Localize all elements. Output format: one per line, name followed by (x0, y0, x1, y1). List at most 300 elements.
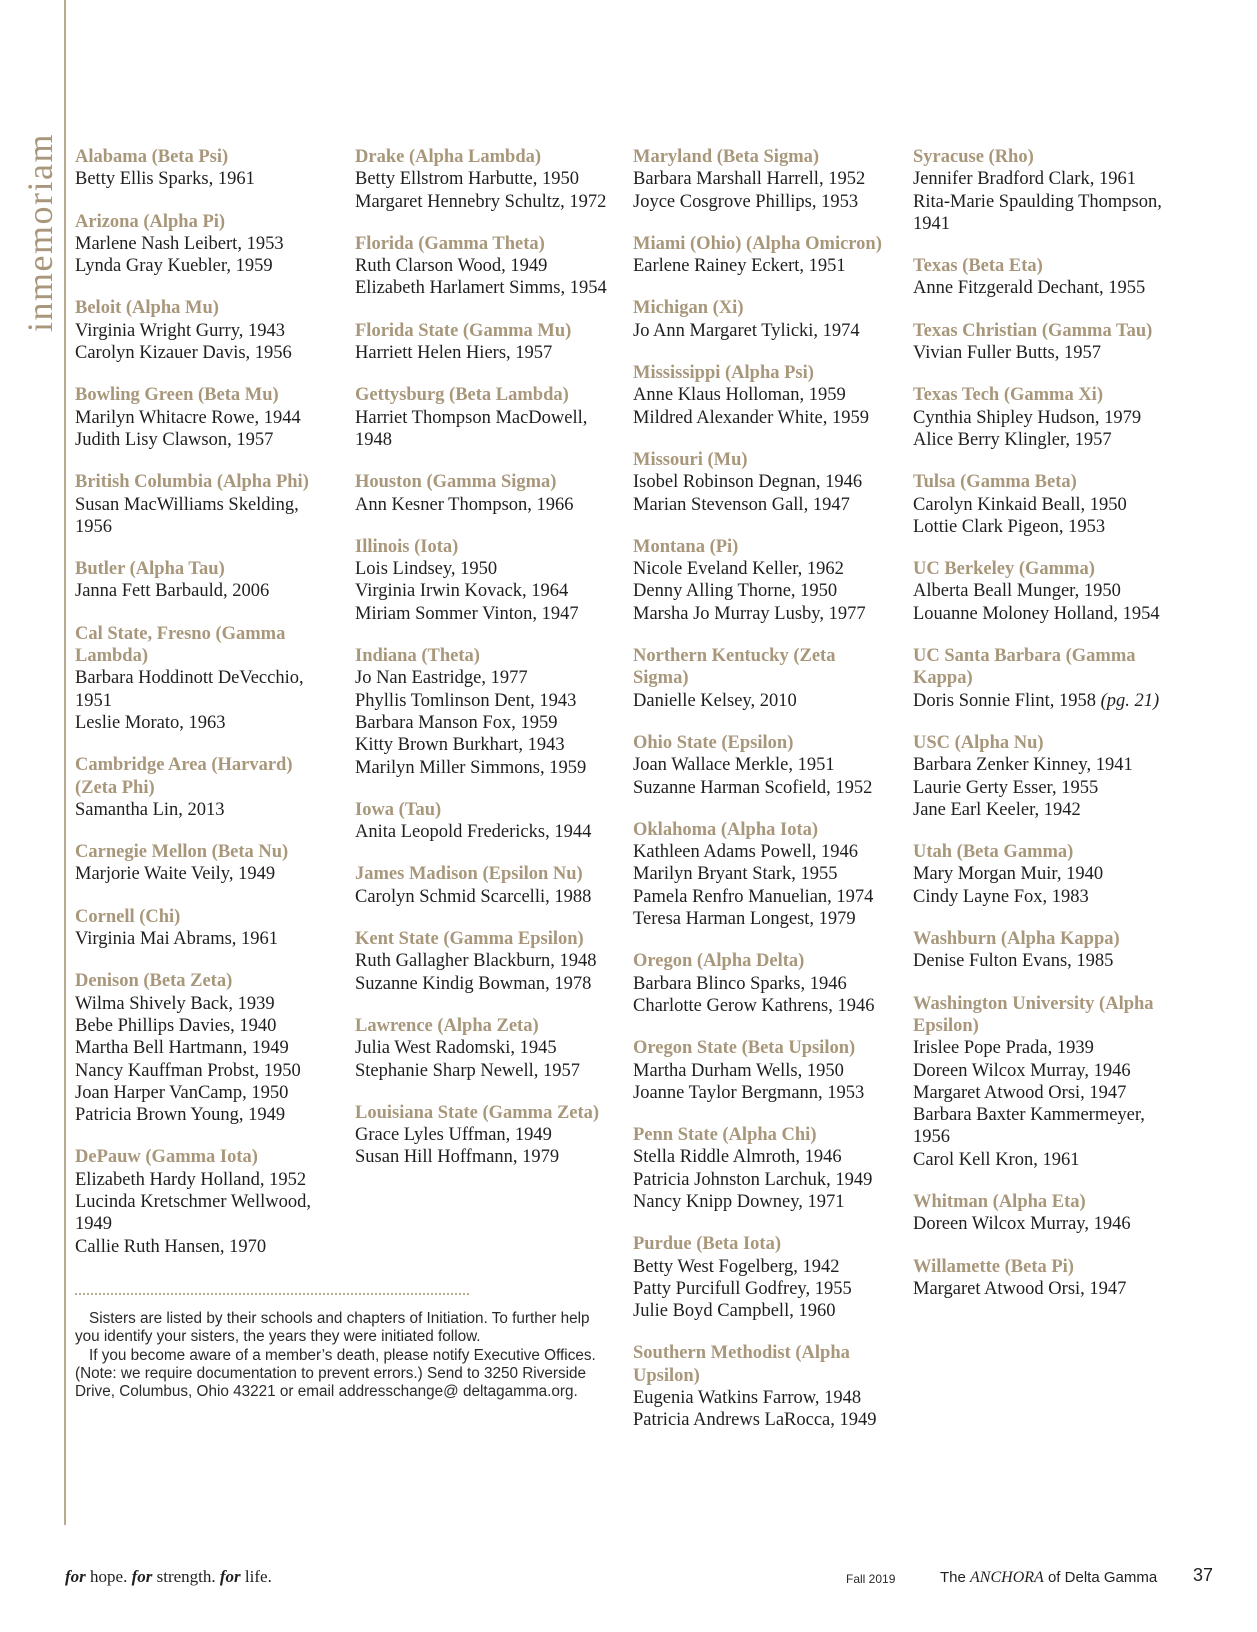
chapter-entry (633, 233, 895, 278)
notice-box (75, 1310, 605, 1401)
chapter-name: Washburn (Alpha Kappa) (913, 929, 1120, 950)
member-name (913, 407, 1175, 429)
member-text: Joan Harper VanCamp, 1950 (75, 1082, 289, 1103)
member-name (75, 320, 337, 342)
member-name (355, 734, 617, 756)
member-name (913, 1060, 1175, 1082)
chapter-name: Denison (Beta Zeta) (75, 971, 233, 992)
chapter-entry (913, 1191, 1175, 1236)
chapter-entry (913, 993, 1175, 1171)
chapter-name: Bowling Green (Beta Mu) (75, 385, 279, 406)
chapter-name: Carnegie Mellon (Beta Nu) (75, 842, 289, 863)
chapter-entry (633, 1037, 895, 1104)
chapter-name: Florida State (Gamma Mu) (355, 320, 572, 341)
chapter-entry (75, 297, 337, 364)
chapter-name: UC Santa Barbara (Gamma Kappa) (913, 646, 1136, 689)
chapter-name: Gettysburg (Beta Lambda) (355, 385, 569, 406)
chapter-name: Kent State (Gamma Epsilon) (355, 929, 584, 950)
member-text: Vivian Fuller Butts, 1957 (913, 343, 1101, 364)
member-name (913, 580, 1175, 602)
chapter-entry (75, 841, 337, 886)
chapter-name: Cambridge Area (Harvard) (Zeta Phi) (75, 755, 293, 798)
member-text: Judith Lisy Clawson, 1957 (75, 429, 274, 450)
chapter-entry (355, 471, 617, 516)
chapter-entry (633, 1124, 895, 1213)
chapter-name: Purdue (Beta Iota) (633, 1234, 781, 1255)
member-text: Suzanne Harman Scofield, 1952 (633, 777, 873, 798)
member-text: Elizabeth Harlamert Simms, 1954 (355, 278, 607, 299)
member-text: Grace Lyles Uffman, 1949 (355, 1125, 552, 1146)
chapter-entry (633, 1342, 895, 1431)
magazine-prefix: The (940, 1569, 971, 1586)
chapter-name: Oregon State (Beta Upsilon) (633, 1038, 856, 1059)
member-text: Alberta Beall Munger, 1950 (913, 581, 1121, 602)
member-text: Lynda Gray Kuebler, 1959 (75, 256, 273, 277)
notice-paragraph: If you become aware of a member’s death, please notify Executive Offices. (Note: we require documentation to prevent errors.) Send to 3250 Riverside Drive, Columbus, Ohio 43221 or email addresschange@ deltagamma.org. (75, 1346, 596, 1401)
member-text: Jo Nan Eastridge, 1977 (355, 668, 528, 689)
member-text: Teresa Harman Longest, 1979 (633, 909, 856, 930)
chapter-entry (913, 384, 1175, 451)
tagline-for: for (219, 1567, 241, 1586)
chapter-entry (355, 320, 617, 365)
chapter-entry (75, 558, 337, 603)
chapter-name: Butler (Alpha Tau) (75, 559, 225, 580)
member-name (355, 1060, 617, 1082)
member-name (355, 950, 617, 972)
chapter-name: Lawrence (Alpha Zeta) (355, 1015, 539, 1036)
member-text: Marilyn Whitacre Rowe, 1944 (75, 407, 301, 428)
member-text: Susan MacWilliams Skelding, 1956 (75, 494, 299, 537)
chapter-name: Iowa (Tau) (355, 799, 442, 820)
member-text: Elizabeth Hardy Holland, 1952 (75, 1169, 307, 1190)
chapter-entry (913, 732, 1175, 821)
chapter-name: Maryland (Beta Sigma) (633, 147, 820, 167)
chapter-entry (633, 449, 895, 516)
chapter-name: Texas Christian (Gamma Tau) (913, 320, 1153, 341)
chapter-name: British Columbia (Alpha Phi) (75, 472, 309, 493)
member-name (355, 1146, 617, 1168)
member-name (913, 754, 1175, 776)
chapter-name: DePauw (Gamma Iota) (75, 1147, 258, 1168)
member-name (355, 342, 617, 364)
member-text: Barbara Hoddinott DeVecchio, 1951 (75, 668, 304, 711)
chapter-entry (633, 1233, 895, 1322)
member-name (913, 277, 1175, 299)
chapter-name: Indiana (Theta) (355, 646, 480, 667)
member-name (913, 603, 1175, 625)
member-text: Patricia Brown Young, 1949 (75, 1105, 286, 1126)
memoriam-column-2 (355, 146, 617, 1189)
member-name (633, 886, 895, 908)
member-text: Barbara Manson Fox, 1959 (355, 712, 558, 733)
magazine-name (940, 1569, 1157, 1587)
member-text: Virginia Mai Abrams, 1961 (75, 929, 279, 950)
member-name (633, 191, 895, 213)
member-name (633, 1300, 895, 1322)
member-name (913, 886, 1175, 908)
member-name (633, 255, 895, 277)
side-rule (64, 0, 66, 1525)
chapter-name: Florida (Gamma Theta) (355, 233, 545, 254)
chapter-entry (913, 255, 1175, 300)
tagline-for: for (131, 1567, 153, 1586)
member-text: Miriam Sommer Vinton, 1947 (355, 603, 579, 624)
member-text: Betty West Fogelberg, 1942 (633, 1256, 840, 1277)
member-name (633, 973, 895, 995)
member-text: Barbara Marshall Harrell, 1952 (633, 169, 866, 190)
member-name (75, 1015, 337, 1037)
member-name (355, 821, 617, 843)
chapter-name: Mississippi (Alpha Psi) (633, 363, 814, 384)
member-text: Anne Fitzgerald Dechant, 1955 (913, 278, 1146, 299)
member-name (633, 580, 895, 602)
member-name (913, 1082, 1175, 1104)
member-text: Martha Bell Hartmann, 1949 (75, 1038, 289, 1059)
member-name (633, 320, 895, 342)
member-name (633, 603, 895, 625)
member-text: Marlene Nash Leibert, 1953 (75, 233, 284, 254)
member-text: Jennifer Bradford Clark, 1961 (913, 169, 1136, 190)
member-name (355, 1037, 617, 1059)
member-text: Carol Kell Kron, 1961 (913, 1149, 1080, 1170)
member-name (355, 667, 617, 689)
chapter-entry (633, 536, 895, 625)
member-name (913, 950, 1175, 972)
chapter-name: Illinois (Iota) (355, 536, 459, 557)
chapter-entry (913, 320, 1175, 365)
chapter-entry (355, 146, 617, 213)
member-name (75, 494, 337, 539)
member-name (633, 754, 895, 776)
member-name (75, 1037, 337, 1059)
memoriam-column-3 (633, 146, 895, 1452)
member-name (633, 1146, 895, 1168)
member-text: Harriet Thompson MacDowell, 1948 (355, 407, 588, 450)
chapter-entry (355, 233, 617, 300)
member-name (633, 1256, 895, 1278)
chapter-entry (913, 558, 1175, 625)
member-name (633, 1278, 895, 1300)
chapter-entry (355, 863, 617, 908)
member-text: Leslie Morato, 1963 (75, 712, 226, 733)
chapter-name: Willamette (Beta Pi) (913, 1256, 1074, 1277)
member-name (633, 1387, 895, 1409)
member-text: Janna Fett Barbauld, 2006 (75, 581, 270, 602)
memoriam-column-1 (75, 146, 337, 1278)
chapter-name: Michigan (Xi) (633, 298, 744, 319)
member-text: Callie Ruth Hansen, 1970 (75, 1236, 267, 1257)
member-text: Eugenia Watkins Farrow, 1948 (633, 1388, 862, 1409)
member-text: Julie Boyd Campbell, 1960 (633, 1301, 836, 1322)
member-text: Marsha Jo Murray Lusby, 1977 (633, 603, 866, 624)
chapter-name: Miami (Ohio) (Alpha Omicron) (633, 233, 882, 254)
tagline-hope: hope. (85, 1567, 132, 1586)
member-name (633, 1169, 895, 1191)
member-name (913, 777, 1175, 799)
member-name (633, 777, 895, 799)
member-text: Charlotte Gerow Kathrens, 1946 (633, 995, 875, 1016)
member-name (355, 603, 617, 625)
magazine-suffix: of Delta Gamma (1043, 1569, 1158, 1586)
chapter-entry (633, 146, 895, 213)
member-name (355, 886, 617, 908)
member-name (633, 841, 895, 863)
member-text: Patricia Andrews LaRocca, 1949 (633, 1410, 877, 1431)
chapter-entry (75, 970, 337, 1126)
chapter-entry (355, 928, 617, 995)
chapter-name: Southern Methodist (Alpha Upsilon) (633, 1343, 850, 1386)
member-name (75, 342, 337, 364)
member-text: Cindy Layne Fox, 1983 (913, 886, 1089, 907)
chapter-name: Ohio State (Epsilon) (633, 732, 794, 753)
member-name (913, 1037, 1175, 1059)
member-text: Doreen Wilcox Murray, 1946 (913, 1060, 1131, 1081)
tagline-strength: strength. (152, 1567, 220, 1586)
member-text: Betty Ellis Sparks, 1961 (75, 169, 255, 190)
chapter-entry (633, 297, 895, 342)
member-text: Mary Morgan Muir, 1940 (913, 864, 1104, 885)
member-name (633, 558, 895, 580)
member-text: Lottie Clark Pigeon, 1953 (913, 516, 1106, 537)
chapter-name: Arizona (Alpha Pi) (75, 211, 226, 232)
member-name (355, 1124, 617, 1146)
member-text: Joanne Taylor Bergmann, 1953 (633, 1082, 865, 1103)
member-name (913, 191, 1175, 236)
member-name (633, 471, 895, 493)
member-text: Phyllis Tomlinson Dent, 1943 (355, 690, 577, 711)
chapter-name: Cornell (Chi) (75, 906, 181, 927)
page-reference: (pg. 21) (1095, 690, 1160, 711)
member-text: Anita Leopold Fredericks, 1944 (355, 822, 592, 843)
chapter-name: Syracuse (Rho) (913, 147, 1034, 167)
chapter-entry (355, 799, 617, 844)
member-name (355, 277, 617, 299)
member-text: Carolyn Schmid Scarcelli, 1988 (355, 886, 592, 907)
member-text: Stephanie Sharp Newell, 1957 (355, 1060, 581, 1081)
member-name (913, 1149, 1175, 1171)
member-text: Virginia Irwin Kovack, 1964 (355, 581, 569, 602)
member-text: Louanne Moloney Holland, 1954 (913, 603, 1160, 624)
note-divider (75, 1293, 469, 1295)
member-name (75, 1060, 337, 1082)
member-text: Suzanne Kindig Bowman, 1978 (355, 973, 592, 994)
member-text: Ruth Clarson Wood, 1949 (355, 256, 548, 277)
member-text: Margaret Atwood Orsi, 1947 (913, 1082, 1127, 1103)
member-name (75, 168, 337, 190)
chapter-name: Oregon (Alpha Delta) (633, 951, 805, 972)
member-name (355, 191, 617, 213)
member-name (75, 429, 337, 451)
member-text: Marian Stevenson Gall, 1947 (633, 494, 850, 515)
member-text: Carolyn Kinkaid Beall, 1950 (913, 494, 1127, 515)
member-text: Kathleen Adams Powell, 1946 (633, 842, 859, 863)
chapter-entry (75, 623, 337, 734)
member-text: Denny Alling Thorne, 1950 (633, 581, 838, 602)
member-name (355, 580, 617, 602)
member-text: Cynthia Shipley Hudson, 1979 (913, 407, 1142, 428)
member-text: Susan Hill Hoffmann, 1979 (355, 1147, 560, 1168)
chapter-name: Northern Kentucky (Zeta Sigma) (633, 646, 836, 689)
member-text: Earlene Rainey Eckert, 1951 (633, 256, 846, 277)
magazine-title: ANCHORA (970, 1569, 1044, 1586)
member-name (633, 1082, 895, 1104)
member-name (633, 863, 895, 885)
chapter-name: UC Berkeley (Gamma) (913, 559, 1095, 580)
notice-paragraph: Sisters are listed by their schools and chapters of Initiation. To further help you identify your sisters, the years they were initiated follow. (75, 1310, 590, 1346)
chapter-entry (355, 1102, 617, 1169)
member-name (75, 993, 337, 1015)
member-text: Isobel Robinson Degnan, 1946 (633, 472, 863, 493)
member-name (75, 928, 337, 950)
member-text: Julia West Radomski, 1945 (355, 1038, 557, 1059)
chapter-entry (355, 1015, 617, 1082)
member-text: Nancy Kauffman Probst, 1950 (75, 1060, 301, 1081)
member-text: Lucinda Kretschmer Wellwood, 1949 (75, 1191, 312, 1235)
chapter-name: Washington University (Alpha Epsilon) (913, 993, 1154, 1036)
member-name (355, 690, 617, 712)
chapter-entry (75, 1146, 337, 1257)
chapter-entry (75, 754, 337, 821)
member-text: Nancy Knipp Downey, 1971 (633, 1191, 845, 1212)
chapter-name: Drake (Alpha Lambda) (355, 147, 542, 167)
member-name (75, 1104, 337, 1126)
chapter-name: Texas Tech (Gamma Xi) (913, 385, 1103, 406)
chapter-entry (913, 928, 1175, 973)
issue-label: Fall 2019 (846, 1572, 896, 1586)
chapter-name: Oklahoma (Alpha Iota) (633, 819, 819, 840)
member-name (633, 494, 895, 516)
member-name (913, 168, 1175, 190)
member-text: Danielle Kelsey, 2010 (633, 690, 797, 711)
member-name (913, 429, 1175, 451)
chapter-entry (633, 950, 895, 1017)
member-text: Denise Fulton Evans, 1985 (913, 951, 1114, 972)
member-text: Jo Ann Margaret Tylicki, 1974 (633, 320, 860, 341)
member-text: Marjorie Waite Veily, 1949 (75, 864, 276, 885)
member-name (633, 384, 895, 406)
chapter-entry (633, 732, 895, 799)
member-text: Martha Durham Wells, 1950 (633, 1060, 844, 1081)
member-text: Barbara Zenker Kinney, 1941 (913, 755, 1133, 776)
chapter-name: Texas (Beta Eta) (913, 256, 1043, 277)
member-name (633, 908, 895, 930)
chapter-name: Penn State (Alpha Chi) (633, 1125, 817, 1146)
chapter-name: Louisiana State (Gamma Zeta) (355, 1102, 600, 1123)
member-text: Laurie Gerty Esser, 1955 (913, 777, 1099, 798)
chapter-name: Montana (Pi) (633, 536, 739, 557)
member-name (913, 342, 1175, 364)
tagline-for: for (65, 1567, 86, 1586)
chapter-entry (913, 1256, 1175, 1301)
member-name (75, 863, 337, 885)
chapter-name: Utah (Beta Gamma) (913, 842, 1074, 863)
member-name (633, 995, 895, 1017)
member-name (913, 1213, 1175, 1235)
member-name (75, 667, 337, 712)
chapter-entry (633, 819, 895, 930)
chapter-entry (913, 471, 1175, 538)
member-text: Ruth Gallagher Blackburn, 1948 (355, 951, 597, 972)
member-text: Patricia Johnston Larchuk, 1949 (633, 1169, 873, 1190)
member-text: Marilyn Bryant Stark, 1955 (633, 864, 838, 885)
member-text: Patty Purcifull Godfrey, 1955 (633, 1278, 852, 1299)
member-name (633, 407, 895, 429)
member-name (913, 799, 1175, 821)
member-text: Anne Klaus Holloman, 1959 (633, 385, 846, 406)
member-name (633, 1060, 895, 1082)
member-name (75, 1236, 337, 1258)
member-text: Rita-Marie Spaulding Thompson, 1941 (913, 191, 1162, 234)
chapter-entry (75, 146, 337, 191)
member-name (75, 580, 337, 602)
member-text: Joyce Cosgrove Phillips, 1953 (633, 191, 859, 212)
member-text: Pamela Renfro Manuelian, 1974 (633, 886, 874, 907)
member-text: Bebe Phillips Davies, 1940 (75, 1015, 277, 1036)
member-text: Nicole Eveland Keller, 1962 (633, 559, 844, 580)
member-name (355, 168, 617, 190)
member-text: Mildred Alexander White, 1959 (633, 407, 869, 428)
member-name (355, 255, 617, 277)
chapter-entry (913, 146, 1175, 235)
member-name (633, 690, 895, 712)
member-text: Irislee Pope Prada, 1939 (913, 1038, 1094, 1059)
tagline-life: life. (240, 1567, 272, 1586)
chapter-name: Alabama (Beta Psi) (75, 147, 229, 167)
member-name (355, 973, 617, 995)
member-name (355, 558, 617, 580)
member-name (75, 712, 337, 734)
member-text: Kitty Brown Burkhart, 1943 (355, 735, 565, 756)
member-text: Lois Lindsey, 1950 (355, 559, 498, 580)
member-name (913, 863, 1175, 885)
chapter-entry (913, 841, 1175, 908)
member-name (913, 690, 1175, 712)
member-name (633, 168, 895, 190)
member-text: Betty Ellstrom Harbutte, 1950 (355, 169, 580, 190)
member-name (633, 1409, 895, 1431)
member-text: Barbara Baxter Kammermeyer, 1956 (913, 1105, 1145, 1148)
member-name (913, 1278, 1175, 1300)
member-name (913, 1104, 1175, 1149)
member-text: Virginia Wright Gurry, 1943 (75, 320, 286, 341)
chapter-name: Cal State, Fresno (Gamma Lambda) (75, 623, 286, 667)
footer-tagline (65, 1567, 272, 1587)
member-text: Joan Wallace Merkle, 1951 (633, 755, 835, 776)
member-text: Ann Kesner Thompson, 1966 (355, 494, 574, 515)
member-text: Margaret Hennebry Schultz, 1972 (355, 191, 607, 212)
chapter-name: Beloit (Alpha Mu) (75, 298, 219, 319)
member-name (75, 1191, 337, 1236)
chapter-name: Missouri (Mu) (633, 449, 748, 470)
member-text: Barbara Blinco Sparks, 1946 (633, 973, 847, 994)
member-name (355, 757, 617, 779)
member-name (355, 494, 617, 516)
memoriam-column-4 (913, 146, 1175, 1320)
chapter-entry (355, 645, 617, 779)
chapter-name: USC (Alpha Nu) (913, 732, 1044, 753)
member-text: Samantha Lin, 2013 (75, 799, 225, 820)
chapter-entry (913, 645, 1175, 712)
member-name (913, 494, 1175, 516)
member-text: Margaret Atwood Orsi, 1947 (913, 1278, 1127, 1299)
member-text: Carolyn Kizauer Davis, 1956 (75, 343, 292, 364)
chapter-entry (75, 906, 337, 951)
chapter-name: Tulsa (Gamma Beta) (913, 472, 1077, 493)
member-name (355, 712, 617, 734)
chapter-entry (75, 471, 337, 538)
chapter-name: James Madison (Epsilon Nu) (355, 864, 583, 885)
member-name (75, 255, 337, 277)
